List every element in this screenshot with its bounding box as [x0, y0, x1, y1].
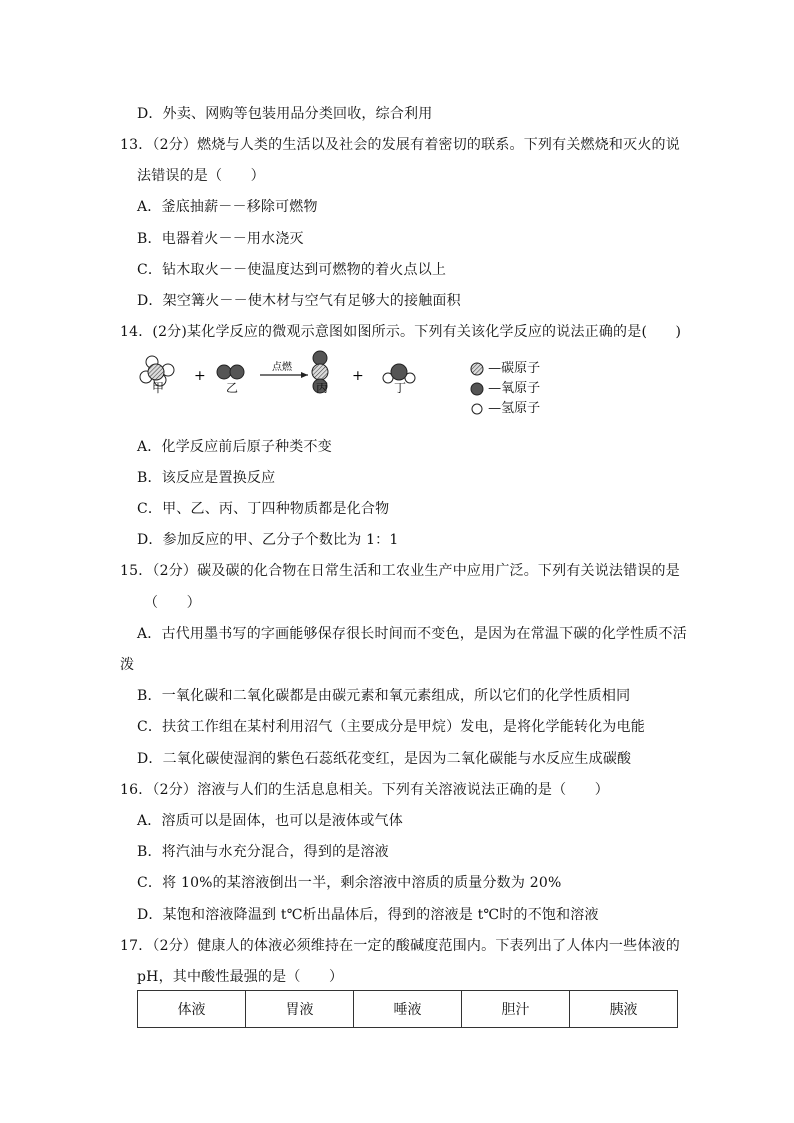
- q15-option-a-line1: A．古代用墨书写的字画能够保存很长时间而不变色，是因为在常温下碳的化学性质不活: [137, 626, 687, 642]
- q13-option-b: B．电器着火－－用水浇灭: [137, 231, 304, 247]
- q13-option-d: D．架空篝火－－使木材与空气有足够大的接触面积: [137, 293, 461, 309]
- q16-option-b: B．将汽油与水充分混合，得到的是溶液: [137, 844, 389, 860]
- q16-stem: 16．（2分）溶液与人们的生活息息相关。下列有关溶液说法正确的是（ ）: [120, 782, 609, 798]
- table-row: [138, 991, 678, 1028]
- legend-hydrogen: —氢原子: [470, 397, 540, 416]
- label-bing: 丙: [316, 381, 329, 395]
- label-yi: 乙: [226, 381, 239, 395]
- q16-option-a: A．溶质可以是固体，也可以是液体或气体: [137, 813, 403, 829]
- table-cell: 体液: [138, 991, 246, 1028]
- table-cell: 胆汁: [462, 991, 570, 1028]
- q16-option-d: D．某饱和溶液降温到 t℃析出晶体后，得到的溶液是 t℃时的不饱和溶液: [137, 907, 599, 923]
- hydrogen-atom-icon: [470, 402, 484, 416]
- legend-hydrogen-label: 氢原子: [501, 401, 541, 416]
- legend-oxygen: —氧原子: [470, 377, 540, 396]
- oxygen-atom-icon: [470, 382, 484, 396]
- label-jia: 甲: [152, 381, 165, 395]
- molecule-yi: [217, 365, 244, 379]
- q15-option-c: C．扶贫工作组在某村利用沼气（主要成分是甲烷）发电，是将化学能转化为电能: [137, 719, 645, 735]
- q15-option-a-line2: 泼: [120, 657, 135, 673]
- arrow-condition: 点燃: [272, 362, 292, 373]
- q15-stem-line2: （ ）: [144, 595, 201, 611]
- q13-option-c: C．钻木取火－－使温度达到可燃物的着火点以上: [137, 262, 447, 278]
- q13-stem-line1: 13．（2分）燃烧与人类的生活以及社会的发展有着密切的联系。下列有关燃烧和灭火的说: [120, 137, 680, 153]
- ph-table: [137, 990, 678, 1028]
- q13-stem-line2: 法错误的是（ ）: [137, 168, 265, 184]
- q14-stem: 14．(2分)某化学反应的微观示意图如图所示。下列有关该化学反应的说法正确的是( ): [120, 324, 682, 340]
- legend-oxygen-label: 氧原子: [501, 381, 541, 396]
- q15-stem-line1: 15．（2分）碳及碳的化合物在日常生活和工农业生产中应用广泛。下列有关说法错误的是: [120, 563, 680, 579]
- q14-option-a: A．化学反应前后原子种类不变: [137, 439, 332, 455]
- q12-option-d: D．外卖、网购等包装用品分类回收，综合利用: [137, 106, 433, 122]
- table-cell: 胰液: [570, 991, 678, 1028]
- q17-stem-line2: pH，其中酸性最强的是（ ）: [137, 969, 344, 985]
- label-ding: 丁: [394, 381, 407, 395]
- q13-option-a: A．釜底抽薪－－移除可燃物: [137, 199, 318, 215]
- legend-carbon: —碳原子: [470, 357, 540, 376]
- arrow-head-icon: [301, 372, 308, 378]
- q15-option-b: B．一氧化碳和二氧化碳都是由碳元素和氧元素组成，所以它们的化学性质相同: [137, 688, 631, 704]
- q15-option-d: D．二氧化碳使湿润的紫色石蕊纸花变红，是因为二氧化碳能与水反应生成碳酸: [137, 751, 632, 767]
- carbon-atom-icon: [470, 362, 484, 376]
- q16-option-c: C．将 10%的某溶液倒出一半，剩余溶液中溶质的质量分数为 20%: [137, 875, 562, 891]
- q17-stem-line1: 17．（2分）健康人的体液必须维持在一定的酸碱度范围内。下表列出了人体内一些体液的: [120, 938, 680, 954]
- q14-option-d: D．参加反应的甲、乙分子个数比为 1：1: [137, 532, 399, 548]
- table-cell: 胃液: [246, 991, 354, 1028]
- atom-legend: [470, 352, 590, 416]
- table-cell: 唾液: [354, 991, 462, 1028]
- plus-sign-2: +: [352, 368, 364, 384]
- q14-option-c: C．甲、乙、丙、丁四种物质都是化合物: [137, 501, 390, 517]
- legend-carbon-label: 碳原子: [501, 361, 541, 376]
- q14-option-b: B．该反应是置换反应: [137, 470, 276, 486]
- plus-sign-1: +: [194, 368, 206, 384]
